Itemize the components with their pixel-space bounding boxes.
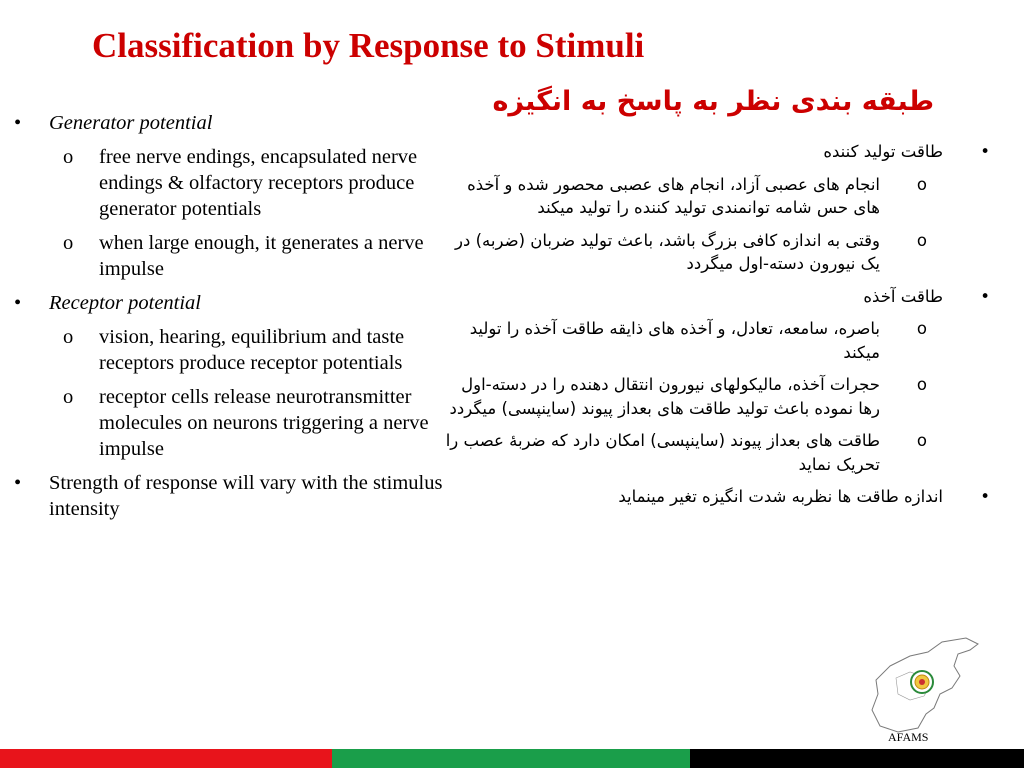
persian-sub-bullet [440,229,1005,276]
bullet-marker: • [14,292,22,314]
slide-title: Classification by Response to Stimuli [92,26,645,65]
sub-bullet-marker: o [63,146,74,168]
sub-bullet-text: free nerve endings, encapsulated nerve endings & olfactory receptors produce generator potentials [99,146,418,220]
sub-bullet-text: حجرات آخذه، مالیکولهای نیورون انتقال دهنده را در دسته-اول رها نموده باعث تولید طاقت های بعداز پیوند (ساینپسی) میگردد [449,375,880,418]
bullet-strength-of-response [0,470,452,522]
bullet-text: اندازه طاقت ها نظربه شدت انگیزه تغیر مینماید [618,487,943,506]
sub-bullet-marker: o [916,431,927,450]
bullet-marker: • [980,286,990,306]
sub-bullet [0,384,452,462]
sub-bullet-text: طاقت های بعداز پیوند (ساینپسی) امکان دارد که ضربۀ عصب را تحریک نماید [445,431,880,474]
sub-bullet-text: وقتی به اندازه کافی بزرگ باشد، باعث تولید ضربان (ضربه) در یک نیورون دسته-اول میگردد [455,230,880,273]
bullet-text: طاقت تولید کننده [823,142,943,161]
afams-logo-label: AFAMS [888,730,929,744]
persian-sub-bullet [440,429,1005,476]
sub-bullet-marker: o [916,230,927,250]
sub-bullet-marker: o [63,326,74,348]
sub-bullet-text: when large enough, it generates a nerve impulse [99,232,424,280]
footer-bar-red [0,749,332,768]
persian-bullet-list [440,140,1005,518]
slide-subtitle-persian: طبقه بندی نظر به پاسخ به انگیزه [492,86,934,117]
bullet-generator-potential [0,110,452,136]
footer-bar-green [332,749,690,768]
bullet-text: Strength of response will vary with the stimulus intensity [49,472,443,520]
sub-bullet-marker: o [916,319,927,338]
bullet-marker: • [980,487,990,506]
persian-sub-bullet [440,373,1005,420]
bullet-marker: • [14,112,22,134]
persian-bullet [440,285,1005,309]
bullet-marker: • [14,472,22,494]
bullet-receptor-potential [0,290,452,316]
bullet-marker: • [980,142,990,161]
persian-sub-bullet [440,317,1005,364]
sub-bullet [0,324,452,376]
persian-sub-bullet [440,173,1005,220]
sub-bullet-marker: o [63,232,74,254]
bullet-text: طاقت آخذه [863,286,943,306]
sub-bullet-marker: o [916,174,927,194]
sub-bullet [0,230,452,282]
sub-bullet-text: receptor cells release neurotransmitter molecules on neurons triggering a nerve impulse [99,386,429,460]
persian-bullet [440,140,1005,164]
footer-color-bars [0,749,1024,768]
sub-bullet-marker: o [916,375,927,394]
footer-bar-black [690,749,1024,768]
sub-bullet-text: انجام های عصبی آزاد، انجام های عصبی محصور شده و آخذه های حس شامه توانمندی تولید کننده را تولید میکند [467,174,880,217]
sub-bullet-text: باصره، سامعه، تعادل، و آخذه های ذایقه طاقت آخذه را تولید میکند [469,319,880,362]
bullet-text: Receptor potential [49,292,201,314]
sub-bullet [0,144,452,222]
english-bullet-list [0,110,452,530]
afghanistan-map-logo-icon [870,636,982,736]
sub-bullet-marker: o [63,386,74,408]
bullet-text: Generator potential [49,112,213,134]
persian-bullet [440,485,1005,509]
sub-bullet-text: vision, hearing, equilibrium and taste receptors produce receptor potentials [99,326,405,374]
